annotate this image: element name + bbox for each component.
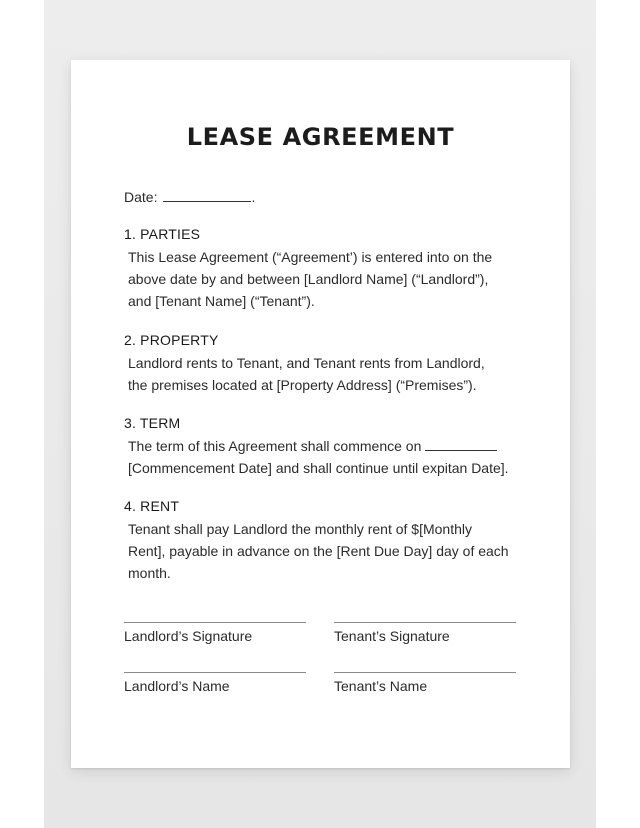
section-body <box>128 435 544 479</box>
tenant-name-line <box>334 672 516 673</box>
section-rent <box>124 498 544 584</box>
body-line: Landlord rents to Tenant, and Tenant rents from Landlord, <box>128 355 485 371</box>
date-blank-line <box>163 188 251 202</box>
date-field <box>124 188 255 205</box>
section-heading: 1. PARTIES <box>124 226 201 242</box>
section-parties <box>124 226 544 312</box>
body-line: above date by and between [Landlord Name] (“Landlord”), <box>128 271 489 287</box>
date-label: Date: <box>124 189 158 205</box>
body-line: month. <box>128 565 171 581</box>
body-line <box>128 435 544 457</box>
document-title: LEASE AGREEMENT <box>186 123 455 151</box>
body-line-text: The term of this Agreement shall commence on <box>128 438 422 454</box>
tenant-signature-label: Tenant’s Signature <box>334 628 450 644</box>
landlord-name-line <box>124 672 306 673</box>
body-line: Tenant shall pay Landlord the monthly rent of $[Monthly <box>128 521 472 537</box>
date-suffix: . <box>251 189 256 205</box>
body-line: [Commencement Date] and shall continue until expitan Date]. <box>128 460 509 476</box>
tenant-name-label: Tenant’s Name <box>334 678 428 694</box>
landlord-signature-label: Landlord’s Signature <box>124 628 253 644</box>
section-body <box>128 518 544 584</box>
section-term <box>124 415 544 479</box>
body-line: the premises located at [Property Address] (“Premises”). <box>128 377 477 393</box>
commence-date-blank-line <box>425 438 497 451</box>
landlord-signature-line <box>124 622 306 623</box>
section-body <box>128 246 544 312</box>
section-heading: 4. RENT <box>124 498 180 514</box>
document-page <box>71 60 570 768</box>
section-heading: 2. PROPERTY <box>124 332 219 348</box>
body-line: and [Tenant Name] (“Tenant”). <box>128 293 315 309</box>
tenant-signature-line <box>334 622 516 623</box>
body-line: Rent], payable in advance on the [Rent Due Day] day of each <box>128 543 509 559</box>
landlord-name-label: Landlord’s Name <box>124 678 230 694</box>
section-heading: 3. TERM <box>124 415 181 431</box>
section-body <box>128 352 544 396</box>
section-property <box>124 332 544 396</box>
body-line: This Lease Agreement (“Agreement’) is entered into on the <box>128 249 493 265</box>
